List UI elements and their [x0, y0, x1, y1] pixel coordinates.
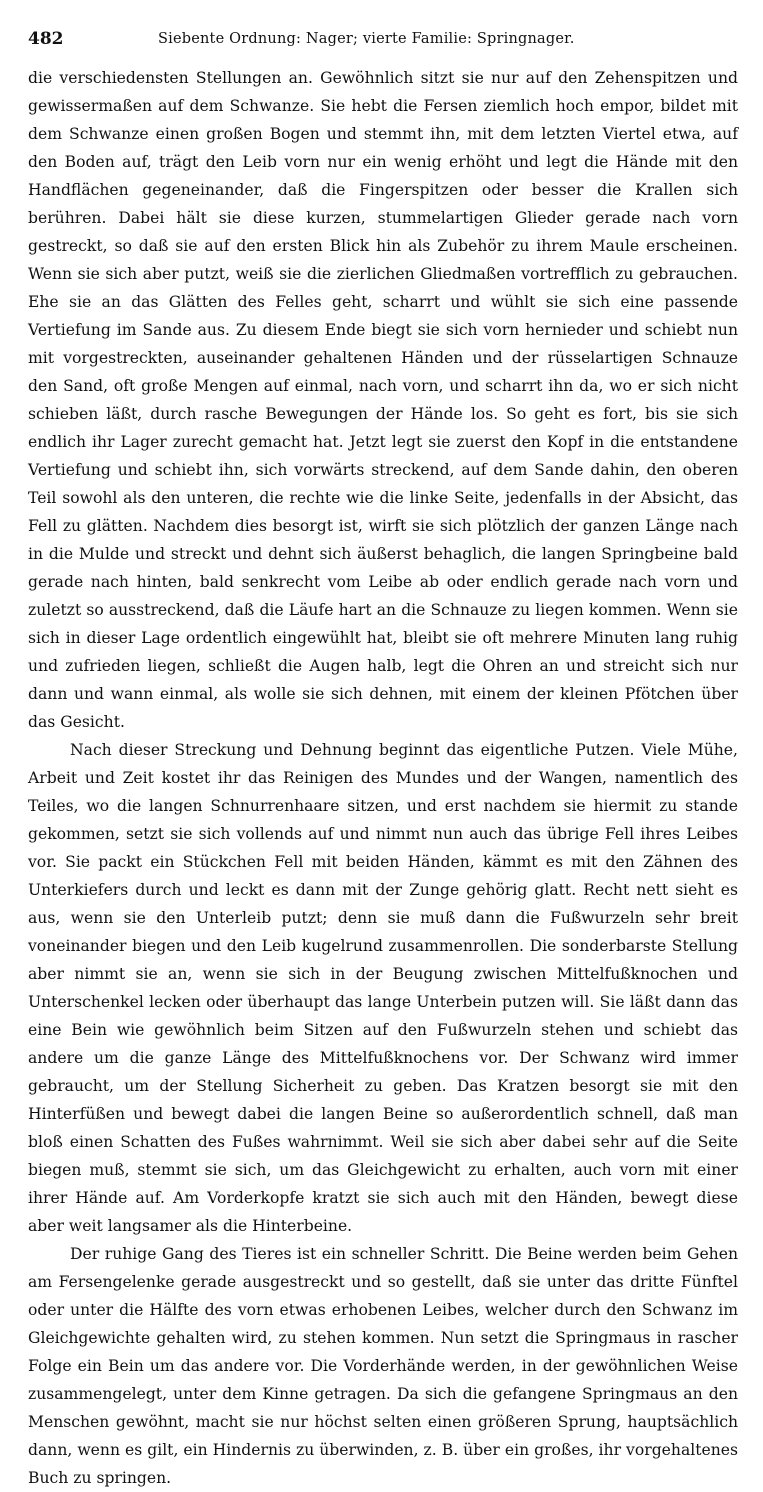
page-header — [28, 26, 738, 52]
paragraph-1: die verschiedensten Stellungen an. Gewöhnlich sitzt sie nur auf den Zehenspitzen und gewissermaßen auf dem Schwanze. Sie hebt die Fersen ziemlich hoch empor, bildet mit dem Schwanze einen großen Bogen und stemmt ihn, mit dem letzten Viertel etwa, auf den Boden auf, trägt den Leib vorn nur ein wenig erhöht und legt die Hände mit den Handflächen gegeneinander, daß die Fingerspitzen oder besser die Krallen sich berühren. Dabei hält sie diese kurzen, stummelartigen Glieder gerade nach vorn gestreckt, so daß sie auf den ersten Blick hin als Zubehör zu ihrem Maule erscheinen. Wenn sie sich aber putzt, weiß sie die zierlichen Gliedmaßen vortrefflich zu gebrauchen. Ehe sie an das Glätten des Felles geht, scharrt und wühlt sie sich eine passende Vertiefung im Sande aus. Zu diesem Ende biegt sie sich vorn hernieder und schiebt nun mit vorgestreckten, auseinander gehaltenen Händen und der rüsselartigen Schnauze den Sand, oft große Mengen auf einmal, nach vorn, und scharrt ihn da, wo er sich nicht schieben läßt, durch rasche Bewegungen der Hände los. So geht es fort, bis sie sich endlich ihr Lager zurecht gemacht hat. Jetzt legt sie zuerst den Kopf in die entstandene Vertiefung und schiebt ihn, sich vorwärts streckend, auf dem Sande dahin, den oberen Teil sowohl als den unteren, die rechte wie die linke Seite, jedenfalls in der Absicht, das Fell zu glätten. Nachdem dies besorgt ist, wirft sie sich plötzlich der ganzen Länge nach in die Mulde und streckt und dehnt sich äußerst behaglich, die langen Springbeine bald gerade nach hinten, bald senkrecht vom Leibe ab oder endlich gerade nach vorn und zuletzt so ausstreckend, daß die Läufe hart an die Schnauze zu liegen kommen. Wenn sie sich in dieser Lage ordentlich eingewühlt hat, bleibt sie oft mehrere Minuten lang ruhig und zufrieden liegen, schließt die Augen halb, legt die Ohren an und streicht sich nur dann und wann einmal, als wolle sie sich dehnen, mit einem der kleinen Pfötchen über das Gesicht. — [28, 69, 738, 731]
body-text — [28, 64, 738, 1492]
paragraph-3: Der ruhige Gang des Tieres ist ein schneller Schritt. Die Beine werden beim Gehen am Fersengelenke gerade ausgestreckt und so gestellt, daß sie unter das dritte Fünftel oder unter die Hälfte des vorn etwas erhobenen Leibes, welcher durch den Schwanz im Gleichgewichte gehalten wird, zu stehen kommen. Nun setzt die Springmaus in rascher Folge ein Bein um das andere vor. Die Vorderhände werden, in der gewöhnlichen Weise zusammengelegt, unter dem Kinne getragen. Da sich die gefangene Springmaus an den Menschen gewöhnt, macht sie nur höchst selten einen größeren Sprung, hauptsächlich dann, wenn es gilt, ein Hindernis zu überwinden, z. B. über ein großes, ihr vorgehaltenes Buch zu springen. — [28, 1245, 738, 1487]
running-head: Siebente Ordnung: Nager; vierte Familie: Springnager. — [158, 31, 575, 47]
page-number: 482 — [28, 29, 64, 49]
book-page — [28, 26, 738, 1487]
paragraph-2: Nach dieser Streckung und Dehnung beginnt das eigentliche Putzen. Viele Mühe, Arbeit und Zeit kostet ihr das Reinigen des Mundes und der Wangen, namentlich des Teiles, wo die langen Schnurrenhaare sitzen, und erst nachdem sie hiermit zu stande gekommen, setzt sie sich vollends auf und nimmt nun auch das übrige Fell ihres Leibes vor. Sie packt ein Stückchen Fell mit beiden Händen, kämmt es mit den Zähnen des Unterkiefers durch und leckt es dann mit der Zunge gehörig glatt. Recht nett sieht es aus, wenn sie den Unterleib putzt; denn sie muß dann die Fußwurzeln sehr breit voneinander biegen und den Leib kugelrund zusammenrollen. Die sonderbarste Stellung aber nimmt sie an, wenn sie sich in der Beugung zwischen Mittelfußknochen und Unterschenkel lecken oder überhaupt das lange Unterbein putzen will. Sie läßt dann das eine Bein wie gewöhnlich beim Sitzen auf den Fußwurzeln stehen und schiebt das andere um die ganze Länge des Mittelfußknochens vor. Der Schwanz wird immer gebraucht, um der Stellung Sicherheit zu geben. Das Kratzen besorgt sie mit den Hinterfüßen und bewegt dabei die langen Beine so außerordentlich schnell, daß man bloß einen Schatten des Fußes wahrnimmt. Weil sie sich aber dabei sehr auf die Seite biegen muß, stemmt sie sich, um das Gleichgewicht zu erhalten, auch vorn mit einer ihrer Hände auf. Am Vorderkopfe kratzt sie sich auch mit den Händen, bewegt diese aber weit langsamer als die Hinterbeine. — [28, 741, 738, 1235]
